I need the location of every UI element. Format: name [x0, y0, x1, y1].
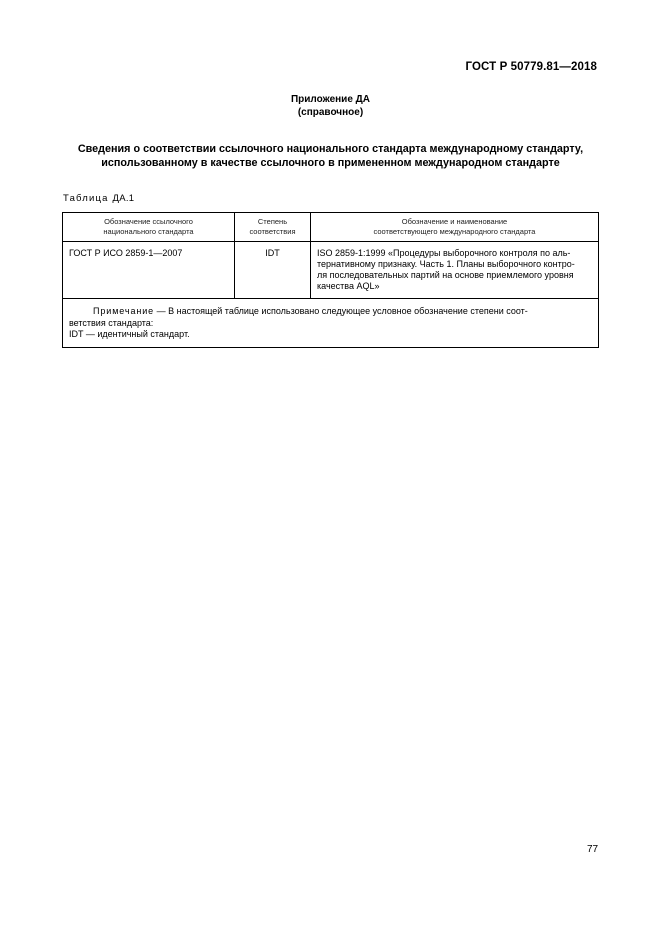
- note-text-1: — В настоящей таблице использовано следующее условное обозначение степени соот-: [154, 306, 528, 316]
- note-prefix: Примечание: [93, 306, 155, 316]
- appendix-heading: [0, 93, 661, 119]
- page-number: 77: [587, 844, 599, 855]
- header-degree-line-1: Степень: [257, 217, 288, 226]
- correspondence-table: [62, 212, 599, 348]
- note-line-2: ветствия стандарта:: [69, 317, 154, 328]
- section-title-line-1: Сведения о соответствии ссылочного национального стандарта международному стандарту,: [77, 143, 584, 155]
- section-title: [60, 142, 601, 170]
- header-international-line-1: Обозначение и наименование: [401, 217, 508, 226]
- note-line-1: [69, 306, 592, 318]
- header-international-standard: [311, 213, 599, 242]
- note-line-3: IDT — идентичный стандарт.: [69, 329, 190, 339]
- header-degree-line-2: соответствия: [249, 227, 296, 236]
- table-label-number: ДА.1: [112, 193, 135, 204]
- cell-degree: IDT: [235, 242, 311, 299]
- table-label-word: Таблица: [63, 193, 109, 204]
- document-code: ГОСТ Р 50779.81—2018: [465, 61, 597, 73]
- table-row: [63, 242, 599, 299]
- header-international-line-2: соответствующего международного стандарта: [373, 227, 536, 236]
- appendix-subtitle: (справочное): [297, 107, 364, 118]
- header-national-standard: [63, 213, 235, 242]
- cell-international-standard: [311, 242, 599, 299]
- international-line-4: качества AQL»: [317, 281, 380, 291]
- table-note: [63, 299, 599, 348]
- cell-national-standard: ГОСТ Р ИСО 2859-1—2007: [63, 242, 235, 299]
- header-national-line-1: Обозначение ссылочного: [104, 217, 193, 226]
- table-note-row: [63, 299, 599, 348]
- international-line-3: ля последовательных партий на основе приемлемого уровня: [317, 270, 574, 280]
- table-label: [63, 193, 134, 204]
- section-title-line-2: использованному в качестве ссылочного в примененном международном стандарте: [101, 157, 560, 169]
- header-national-line-2: национального стандарта: [103, 227, 194, 236]
- international-line-1: ISO 2859-1:1999 «Процедуры выборочного контроля по аль-: [317, 248, 571, 258]
- appendix-title: Приложение ДА: [290, 94, 371, 105]
- header-degree: [235, 213, 311, 242]
- table-header-row: [63, 213, 599, 242]
- international-line-2: тернативному признаку. Часть 1. Планы выборочного контро-: [317, 259, 575, 269]
